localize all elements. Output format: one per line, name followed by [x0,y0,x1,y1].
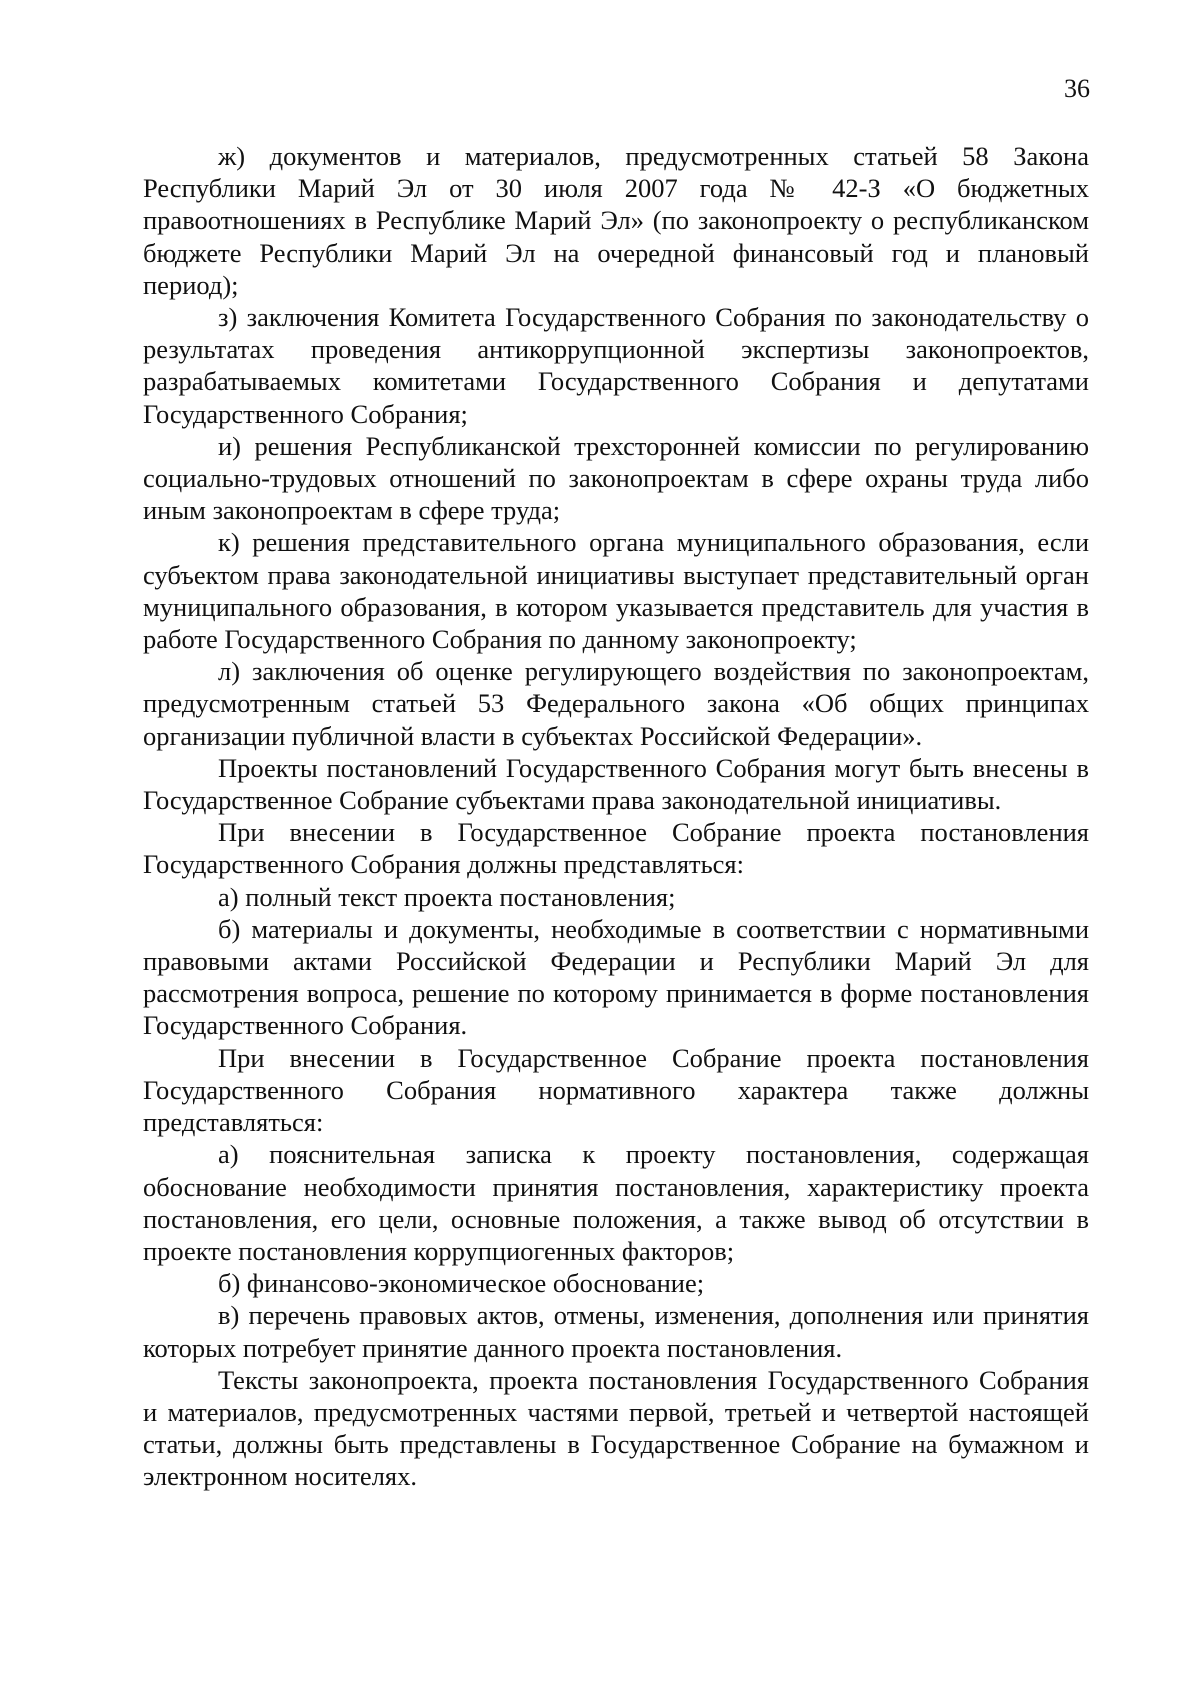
paragraph-item-i: и) решения Республиканской трехсторонней комиссии по регулированию социально-трудовых отношений по законопроектам в сфере охраны труда либо иным законопроектам в сфере труда; [143,430,1089,526]
page-number: 36 [1064,74,1090,103]
paragraph-item-a-full-text: а) полный текст проекта постановления; [218,881,676,912]
paragraph-item-k: к) решения представительного органа муниципального образования, если субъектом права законодательной инициативы выступает представительный орган муниципального образования, в котором указывается представитель для участия в работе Государственного Собрания по данному законопроекту; [143,527,1089,655]
paragraph-item-zh: ж) документов и материалов, предусмотренных статьей 58 Закона Республики Марий Эл от 30 июля 2007 года № 42-З «О бюджетных правоотношениях в Республике Марий Эл» (по законопроекту о республиканском бюджете Республики Марий Эл на очередной финансовый год и плановый период); [143,141,1089,300]
paragraph-texts-submission: Тексты законопроекта, проекта постановления Государственного Собрания и материалов, предусмотренных частями первой, третьей и четвертой настоящей статьи, должны быть представлены в Государственное Собрание на бумажном и электронном носителях. [143,1364,1089,1492]
paragraph-resolution-projects: Проекты постановлений Государственного Собрания могут быть внесены в Государственное Собрание субъектами права законодательной инициативы. [143,752,1089,816]
paragraph-submission-requirements: При внесении в Государственное Собрание проекта постановления Государственного Собрания должны представляться: [143,817,1089,880]
paragraph-item-b-financial: б) финансово-экономическое обоснование; [218,1268,705,1299]
paragraph-normative-submission: При внесении в Государственное Собрание проекта постановления Государственного Собрания нормативного характера также должны представляться: [143,1042,1089,1138]
paragraph-item-v-legal-acts: в) перечень правовых актов, отмены, изменения, дополнения или принятия которых потребует принятие данного проекта постановления. [143,1300,1089,1363]
paragraph-item-b-materials: б) материалы и документы, необходимые в соответствии с нормативными правовыми актами Российской Федерации и Республики Марий Эл для рассмотрения вопроса, решение по которому принимается в форме постановления Государственного Собрания. [143,913,1089,1041]
paragraph-item-a-explanatory-note: а) пояснительная записка к проекту постановления, содержащая обоснование необходимости принятия постановления, характеристику проекта постановления, его цели, основные положения, а также вывод об отсутствии в проекте постановления коррупциогенных факторов; [143,1139,1089,1266]
document-body [143,140,1089,1493]
paragraph-item-l: л) заключения об оценке регулирующего воздействия по законопроектам, предусмотренным статьей 53 Федерального закона «Об общих принципах организации публичной власти в субъектах Российской Федерации». [143,656,1089,751]
paragraph-item-z: з) заключения Комитета Государственного Собрания по законодательству о результатах проведения антикоррупционной экспертизы законопроектов, разрабатываемых комитетами Государственного Собрания и депутатами Государственного Собрания; [143,302,1089,429]
